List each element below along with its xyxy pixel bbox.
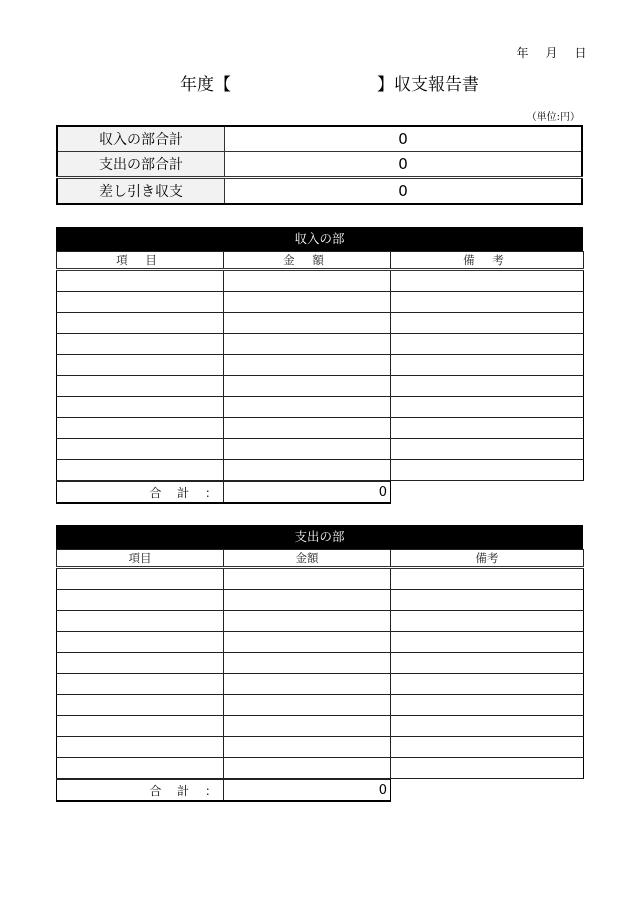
amount-cell[interactable]: [224, 334, 391, 355]
item-cell[interactable]: [57, 737, 224, 758]
summary-label: 収入の部合計: [57, 126, 225, 152]
item-cell[interactable]: [57, 418, 224, 439]
expense-table: [56, 549, 584, 779]
summary-row-balance: [57, 178, 582, 205]
column-header-amount: 金 額: [224, 252, 391, 270]
table-row: [57, 313, 584, 334]
amount-cell[interactable]: [224, 376, 391, 397]
title-prefix: 年度【: [180, 75, 231, 95]
notes-cell[interactable]: [391, 758, 584, 779]
table-row: [57, 695, 584, 716]
notes-cell[interactable]: [391, 632, 584, 653]
table-row: [57, 590, 584, 611]
item-cell[interactable]: [57, 758, 224, 779]
column-header-notes: 備考: [391, 550, 584, 568]
amount-cell[interactable]: [224, 674, 391, 695]
item-cell[interactable]: [57, 460, 224, 481]
amount-cell[interactable]: [224, 716, 391, 737]
income-rows: [57, 270, 584, 481]
item-cell[interactable]: [57, 313, 224, 334]
summary-label: 差し引き収支: [57, 178, 225, 205]
summary-label: 支出の部合計: [57, 152, 225, 178]
table-row: [57, 716, 584, 737]
income-total-row: [56, 481, 391, 504]
expense-section: [56, 525, 583, 802]
notes-cell[interactable]: [391, 460, 584, 481]
column-header-amount: 金額: [224, 550, 391, 568]
amount-cell[interactable]: [224, 418, 391, 439]
item-cell[interactable]: [57, 376, 224, 397]
amount-cell[interactable]: [224, 355, 391, 376]
item-cell[interactable]: [57, 611, 224, 632]
notes-cell[interactable]: [391, 334, 584, 355]
notes-cell[interactable]: [391, 737, 584, 758]
page-title: [180, 70, 479, 95]
amount-cell[interactable]: [224, 737, 391, 758]
amount-cell[interactable]: [224, 590, 391, 611]
notes-cell[interactable]: [391, 695, 584, 716]
notes-cell[interactable]: [391, 611, 584, 632]
summary-value: 0: [225, 178, 583, 205]
unit-note: （単位:円）: [526, 112, 580, 123]
item-cell[interactable]: [57, 716, 224, 737]
notes-cell[interactable]: [391, 674, 584, 695]
item-cell[interactable]: [57, 590, 224, 611]
table-row: [57, 674, 584, 695]
income-table: [56, 251, 584, 481]
table-row: [57, 418, 584, 439]
date-year-label: 年: [516, 46, 529, 60]
item-cell[interactable]: [57, 439, 224, 460]
notes-cell[interactable]: [391, 313, 584, 334]
notes-cell[interactable]: [391, 716, 584, 737]
notes-cell[interactable]: [391, 397, 584, 418]
summary-value: 0: [225, 126, 583, 152]
notes-cell[interactable]: [391, 292, 584, 313]
amount-cell[interactable]: [224, 695, 391, 716]
amount-cell[interactable]: [224, 568, 391, 590]
table-row: [57, 460, 584, 481]
item-cell[interactable]: [57, 632, 224, 653]
amount-cell[interactable]: [224, 313, 391, 334]
amount-cell[interactable]: [224, 460, 391, 481]
amount-cell[interactable]: [224, 292, 391, 313]
table-row: [57, 653, 584, 674]
income-total-value: 0: [224, 482, 391, 504]
amount-cell[interactable]: [224, 632, 391, 653]
item-cell[interactable]: [57, 695, 224, 716]
notes-cell[interactable]: [391, 590, 584, 611]
notes-cell[interactable]: [391, 568, 584, 590]
table-row: [57, 292, 584, 313]
item-cell[interactable]: [57, 653, 224, 674]
expense-section-title: 支出の部: [56, 525, 583, 549]
notes-cell[interactable]: [391, 418, 584, 439]
summary-row-expense: [57, 152, 582, 178]
expense-total-row: [56, 779, 391, 802]
column-header-item: 項 目: [57, 252, 224, 270]
title-suffix: 】収支報告書: [377, 75, 479, 95]
item-cell[interactable]: [57, 270, 224, 292]
notes-cell[interactable]: [391, 653, 584, 674]
expense-total-value: 0: [224, 780, 391, 802]
expense-rows: [57, 568, 584, 779]
date-day-label: 日: [574, 46, 587, 60]
table-row: [57, 334, 584, 355]
notes-cell[interactable]: [391, 355, 584, 376]
column-header-item: 項目: [57, 550, 224, 568]
table-row: [57, 737, 584, 758]
amount-cell[interactable]: [224, 611, 391, 632]
item-cell[interactable]: [57, 568, 224, 590]
date-line: [508, 44, 595, 61]
notes-cell[interactable]: [391, 376, 584, 397]
summary-value: 0: [225, 152, 583, 178]
expense-total-label: 合 計 ：: [57, 780, 224, 802]
income-section: [56, 227, 583, 504]
amount-cell[interactable]: [224, 653, 391, 674]
table-row: [57, 355, 584, 376]
table-row: [57, 397, 584, 418]
table-row: [57, 439, 584, 460]
summary-table: [56, 125, 583, 205]
table-row: [57, 270, 584, 292]
date-month-label: 月: [545, 46, 558, 60]
item-cell[interactable]: [57, 292, 224, 313]
table-row: [57, 611, 584, 632]
income-total-label: 合 計 ：: [57, 482, 224, 504]
table-row: [57, 568, 584, 590]
notes-cell[interactable]: [391, 270, 584, 292]
income-section-title: 収入の部: [56, 227, 583, 251]
amount-cell[interactable]: [224, 270, 391, 292]
amount-cell[interactable]: [224, 439, 391, 460]
expense-header-row: [57, 550, 584, 568]
column-header-notes: 備 考: [391, 252, 584, 270]
item-cell[interactable]: [57, 334, 224, 355]
amount-cell[interactable]: [224, 397, 391, 418]
table-row: [57, 758, 584, 779]
summary-row-income: [57, 126, 582, 152]
item-cell[interactable]: [57, 355, 224, 376]
notes-cell[interactable]: [391, 439, 584, 460]
item-cell[interactable]: [57, 674, 224, 695]
table-row: [57, 632, 584, 653]
table-row: [57, 376, 584, 397]
income-header-row: [57, 252, 584, 270]
item-cell[interactable]: [57, 397, 224, 418]
amount-cell[interactable]: [224, 758, 391, 779]
